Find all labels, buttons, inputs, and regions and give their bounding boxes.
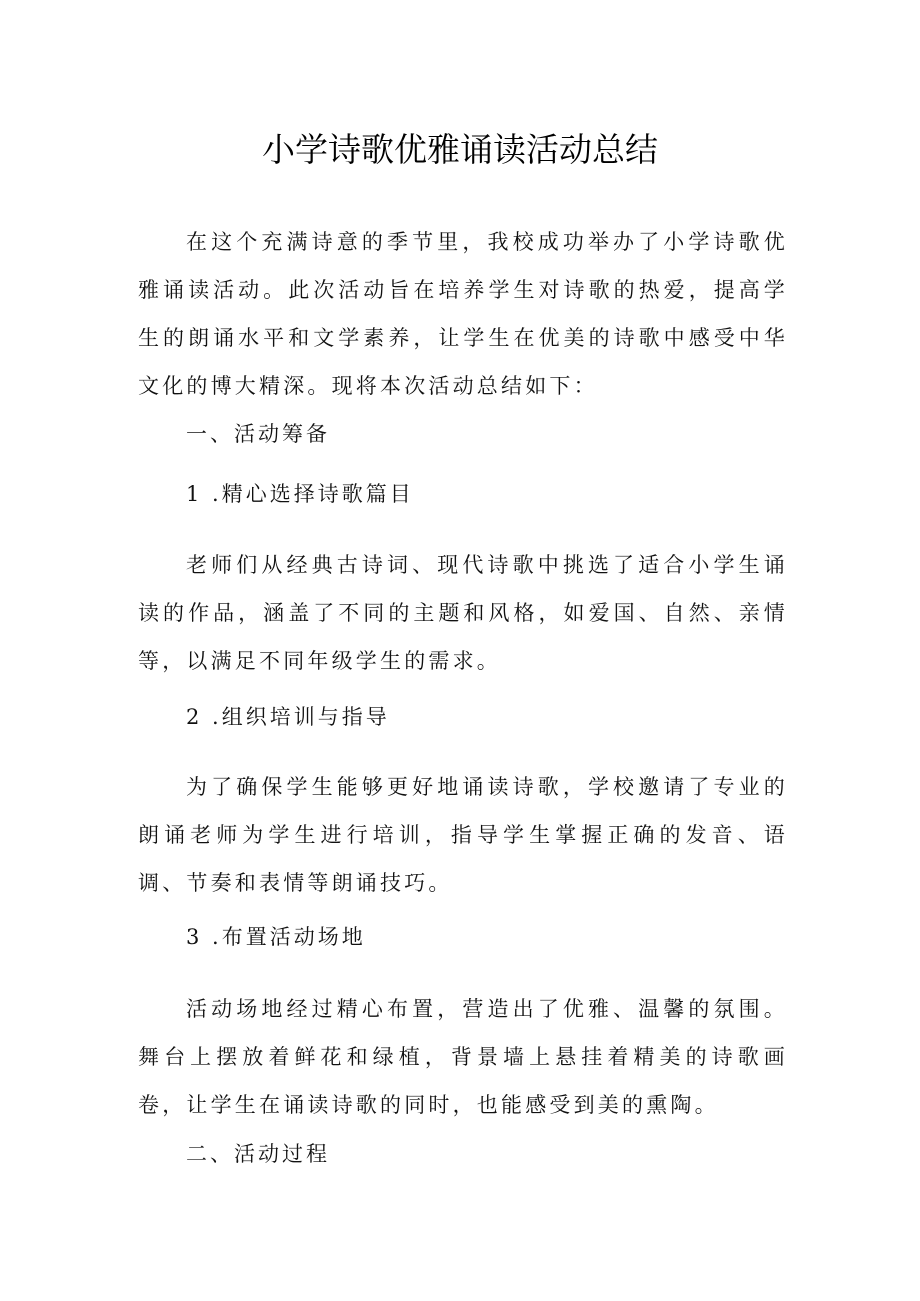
paragraph-training: 为了确保学生能够更好地诵读诗歌，学校邀请了专业的朗诵老师为学生进行培训，指导学生掌握正确的发音、语调、节奏和表情等朗诵技巧。 <box>138 775 788 895</box>
section-heading-process: 二、活动过程 <box>186 1142 330 1166</box>
subsection-heading-select-poems: 1 .精心选择诗歌篇目 <box>186 482 414 506</box>
subsection-heading-training: 2 .组织培训与指导 <box>186 705 390 729</box>
document-title: 小学诗歌优雅诵读活动总结 <box>262 130 658 169</box>
paragraph-select-poems: 老师们从经典古诗词、现代诗歌中挑选了适合小学生诵读的作品，涵盖了不同的主题和风格，如爱国、自然、亲情等，以满足不同年级学生的需求。 <box>138 553 788 673</box>
section-heading-preparation: 一、活动筹备 <box>186 422 330 446</box>
intro-paragraph: 在这个充满诗意的季节里，我校成功举办了小学诗歌优雅诵读活动。此次活动旨在培养学生对诗歌的热爱，提高学生的朗诵水平和文学素养，让学生在优美的诗歌中感受中华文化的博大精深。现将本次活动总结如下： <box>138 230 788 398</box>
paragraph-venue: 活动场地经过精心布置，营造出了优雅、温馨的氛围。舞台上摆放着鲜花和绿植，背景墙上悬挂着精美的诗歌画卷，让学生在诵读诗歌的同时，也能感受到美的熏陶。 <box>138 997 788 1117</box>
subsection-heading-venue: 3 .布置活动场地 <box>186 925 366 949</box>
